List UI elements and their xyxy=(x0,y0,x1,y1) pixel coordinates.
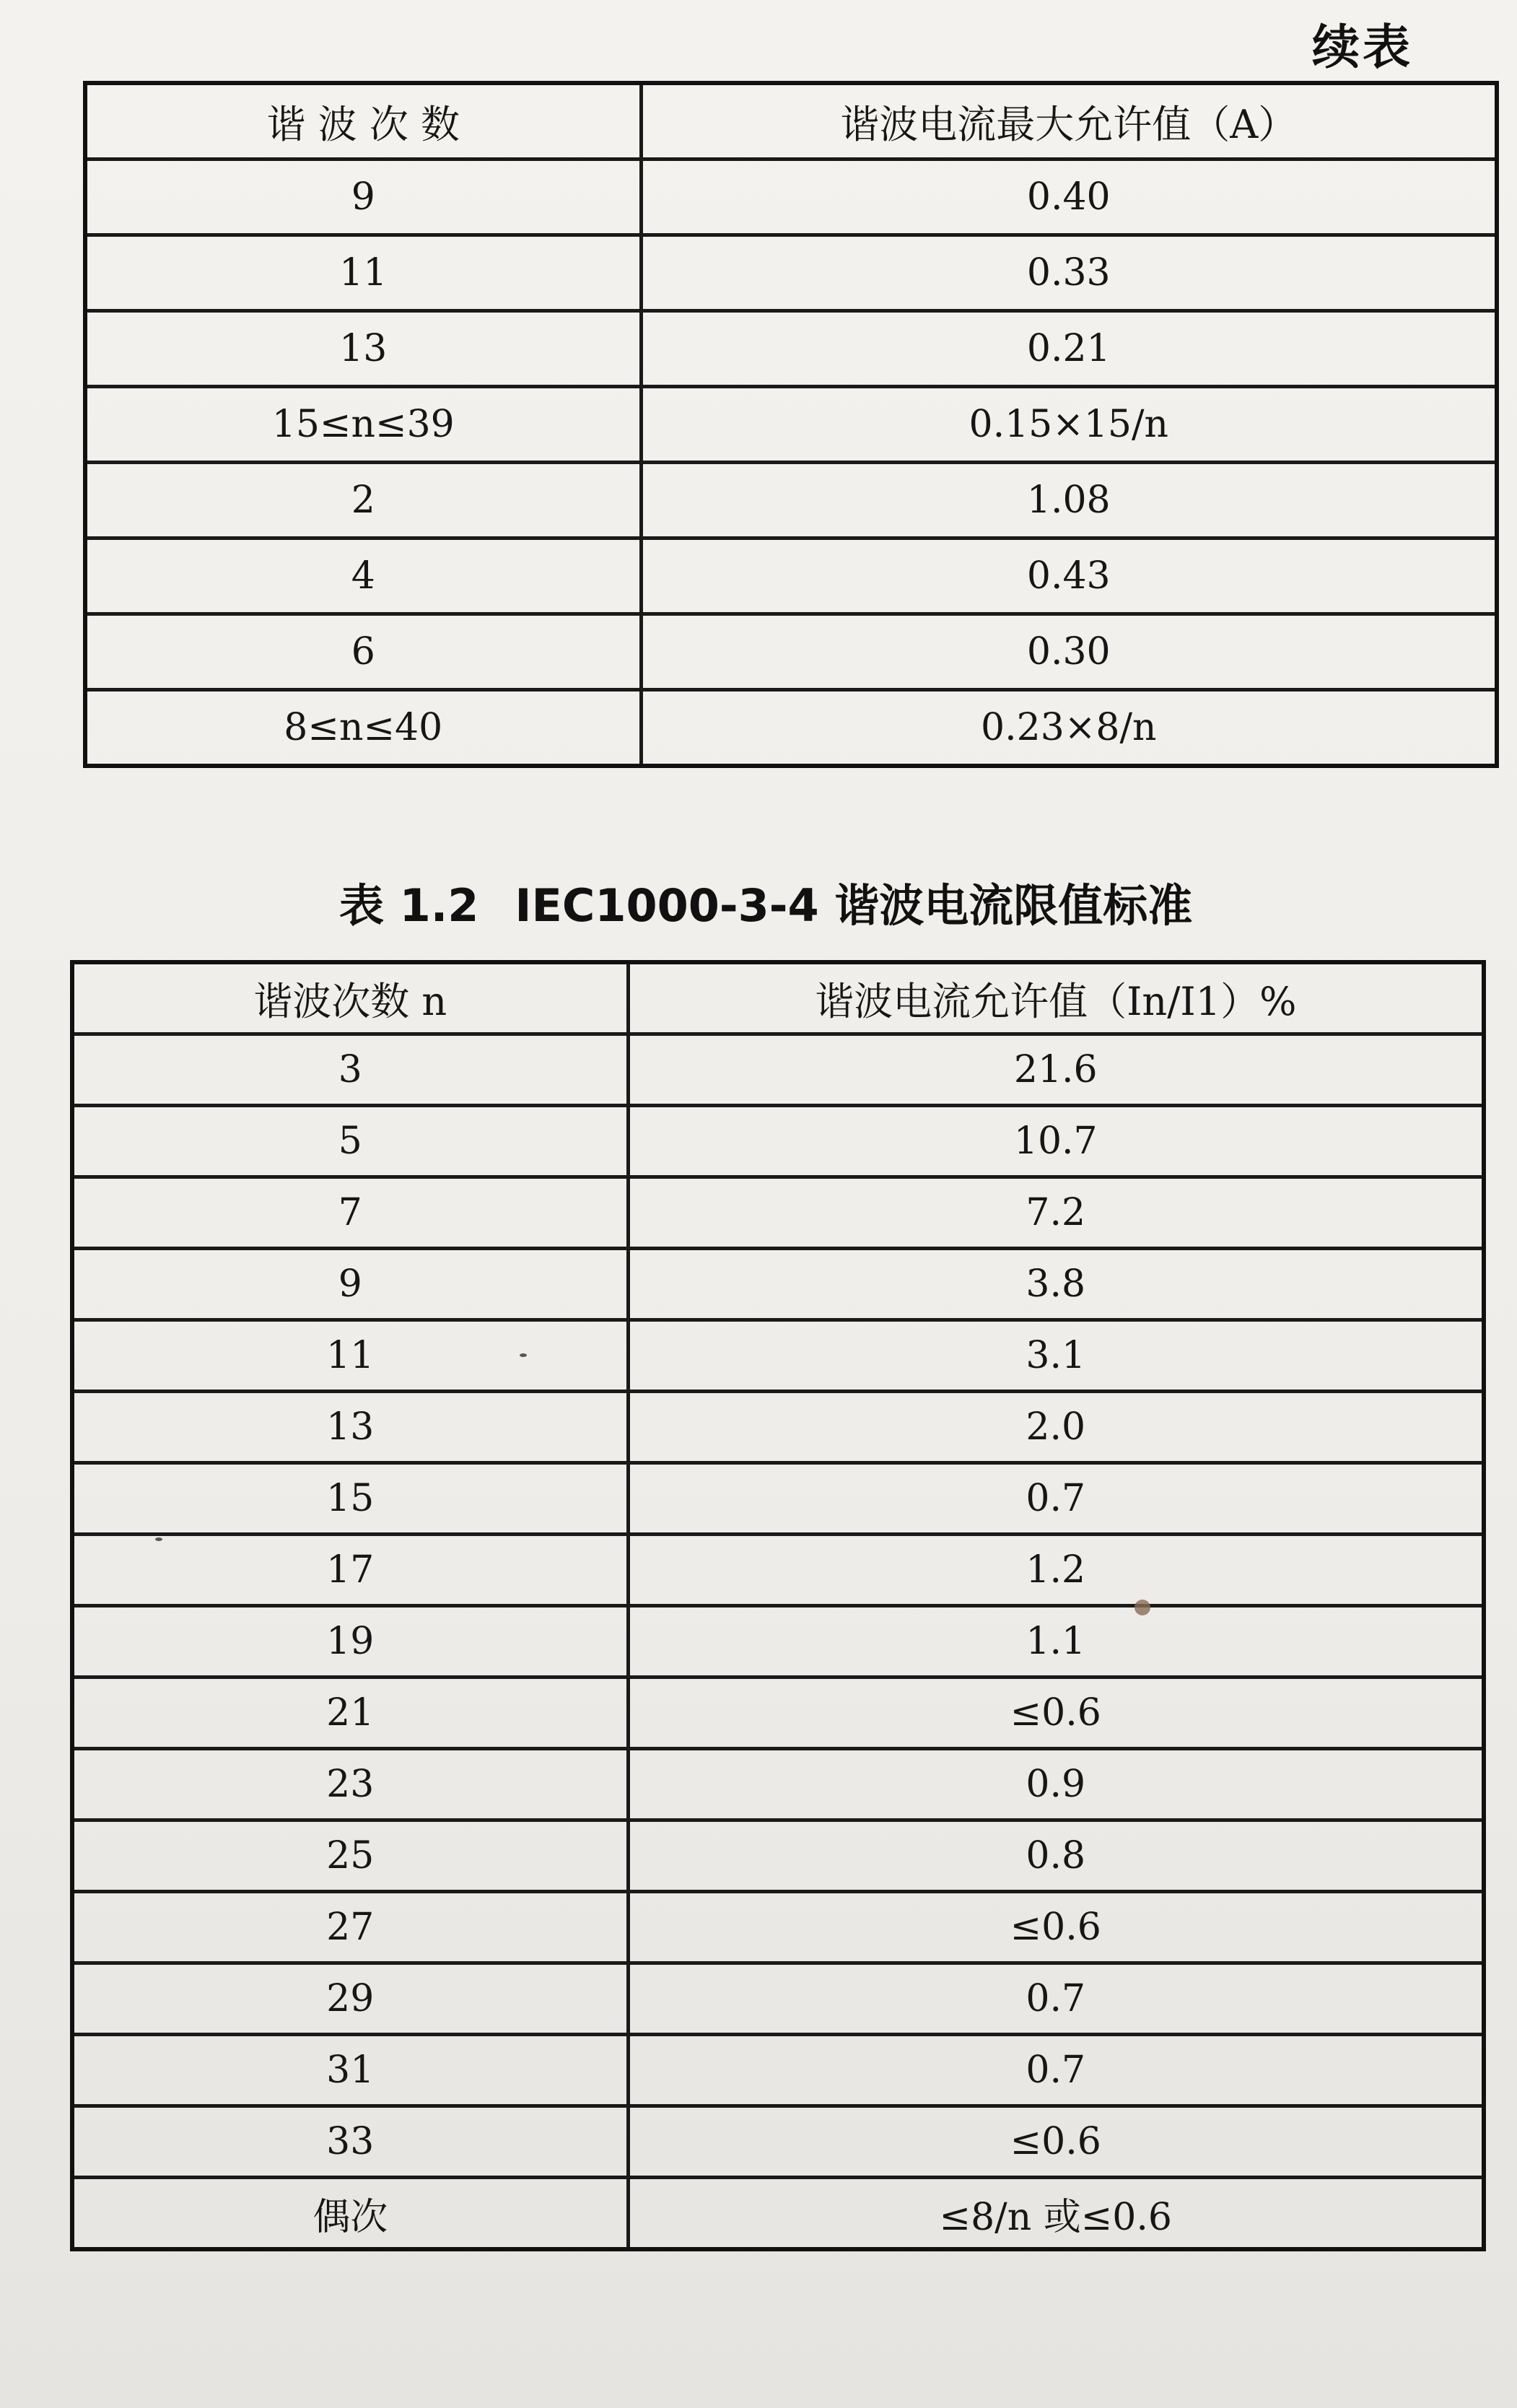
harmonic-order-cell: 4 xyxy=(85,538,641,614)
table-row xyxy=(85,160,1497,235)
table-row xyxy=(72,1892,1484,1963)
continuation-label: 续表 xyxy=(1312,19,1413,75)
current-limit-cell: 21.6 xyxy=(628,1034,1484,1106)
harmonic-order-cell: 33 xyxy=(72,2106,628,2178)
table-row xyxy=(72,1463,1484,1535)
harmonic-order-cell: 6 xyxy=(85,614,641,690)
harmonic-order-cell: 13 xyxy=(85,311,641,387)
table-row xyxy=(85,614,1497,690)
current-limit-cell: 2.0 xyxy=(628,1392,1484,1463)
harmonic-order-cell: 2 xyxy=(85,463,641,538)
table-row xyxy=(85,538,1497,614)
harmonic-current-max-table xyxy=(83,81,1499,768)
current-limit-cell: 0.21 xyxy=(641,311,1497,387)
speck xyxy=(155,1537,162,1541)
current-limit-cell: 1.1 xyxy=(628,1606,1484,1678)
harmonic-order-cell: 9 xyxy=(85,160,641,235)
harmonic-order-cell: 15≤n≤39 xyxy=(85,387,641,463)
table-row xyxy=(72,2178,1484,2250)
table-body xyxy=(72,962,1484,2249)
current-limit-cell: 7.2 xyxy=(628,1177,1484,1249)
harmonic-order-cell: 11 xyxy=(85,235,641,311)
harmonic-order-cell: 21 xyxy=(72,1678,628,1749)
table-row xyxy=(72,1820,1484,1892)
current-limit-cell: 0.7 xyxy=(628,1463,1484,1535)
table-row xyxy=(72,1249,1484,1320)
harmonic-order-cell: 7 xyxy=(72,1177,628,1249)
table-caption xyxy=(339,870,1277,934)
harmonic-order-cell: 13 xyxy=(72,1392,628,1463)
caption-title: IEC1000-3-4 谐波电流限值标准 xyxy=(515,879,1193,932)
current-limit-cell: 0.9 xyxy=(628,1749,1484,1820)
table-body xyxy=(85,83,1497,766)
table-row xyxy=(72,1535,1484,1606)
table-header-row xyxy=(85,83,1497,160)
iec-harmonic-limit-table xyxy=(70,960,1486,2251)
table-row xyxy=(72,1392,1484,1463)
table-row xyxy=(72,1177,1484,1249)
harmonic-order-cell: 31 xyxy=(72,2035,628,2106)
harmonic-order-cell: 11 xyxy=(72,1320,628,1392)
harmonic-order-cell: 15 xyxy=(72,1463,628,1535)
column-header: 谐波电流允许值（In/I1）% xyxy=(628,962,1484,1034)
harmonic-order-cell: 8≤n≤40 xyxy=(85,690,641,767)
current-limit-cell: 0.40 xyxy=(641,160,1497,235)
column-header: 谐波电流最大允许值（A） xyxy=(641,83,1497,160)
harmonic-order-cell: 19 xyxy=(72,1606,628,1678)
current-limit-cell: 0.23×8/n xyxy=(641,690,1497,767)
table-row xyxy=(72,1320,1484,1392)
harmonic-order-cell: 9 xyxy=(72,1249,628,1320)
current-limit-cell: 3.8 xyxy=(628,1249,1484,1320)
harmonic-order-cell: 偶次 xyxy=(72,2178,628,2250)
current-limit-cell: 10.7 xyxy=(628,1106,1484,1177)
current-limit-cell: 0.15×15/n xyxy=(641,387,1497,463)
table-row xyxy=(72,1963,1484,2035)
current-limit-cell: ≤0.6 xyxy=(628,1678,1484,1749)
current-limit-cell: 0.7 xyxy=(628,1963,1484,2035)
current-limit-cell: 1.2 xyxy=(628,1535,1484,1606)
table-row xyxy=(72,1606,1484,1678)
table-row xyxy=(85,235,1497,311)
ink-smudge xyxy=(1135,1600,1150,1615)
table-row xyxy=(72,1034,1484,1106)
current-limit-cell: ≤0.6 xyxy=(628,1892,1484,1963)
current-limit-cell: 0.7 xyxy=(628,2035,1484,2106)
table-row xyxy=(85,463,1497,538)
table-header-row xyxy=(72,962,1484,1034)
harmonic-order-cell: 23 xyxy=(72,1749,628,1820)
harmonic-order-cell: 17 xyxy=(72,1535,628,1606)
table-row xyxy=(72,2106,1484,2178)
harmonic-order-cell: 25 xyxy=(72,1820,628,1892)
table-row xyxy=(72,1749,1484,1820)
harmonic-order-cell: 3 xyxy=(72,1034,628,1106)
speck xyxy=(520,1353,527,1357)
column-header: 谐 波 次 数 xyxy=(85,83,641,160)
table-row xyxy=(72,1106,1484,1177)
harmonic-order-cell: 29 xyxy=(72,1963,628,2035)
table-row xyxy=(72,1678,1484,1749)
current-limit-cell: 0.30 xyxy=(641,614,1497,690)
table-row xyxy=(85,311,1497,387)
table-row xyxy=(85,387,1497,463)
table-row xyxy=(72,2035,1484,2106)
current-limit-cell: 0.33 xyxy=(641,235,1497,311)
column-header: 谐波次数 n xyxy=(72,962,628,1034)
harmonic-order-cell: 5 xyxy=(72,1106,628,1177)
current-limit-cell: 0.43 xyxy=(641,538,1497,614)
current-limit-cell: 3.1 xyxy=(628,1320,1484,1392)
current-limit-cell: ≤0.6 xyxy=(628,2106,1484,2178)
harmonic-order-cell: 27 xyxy=(72,1892,628,1963)
current-limit-cell: ≤8/n 或≤0.6 xyxy=(628,2178,1484,2250)
current-limit-cell: 1.08 xyxy=(641,463,1497,538)
table-row xyxy=(85,690,1497,767)
current-limit-cell: 0.8 xyxy=(628,1820,1484,1892)
caption-number: 表 1.2 xyxy=(339,879,479,932)
